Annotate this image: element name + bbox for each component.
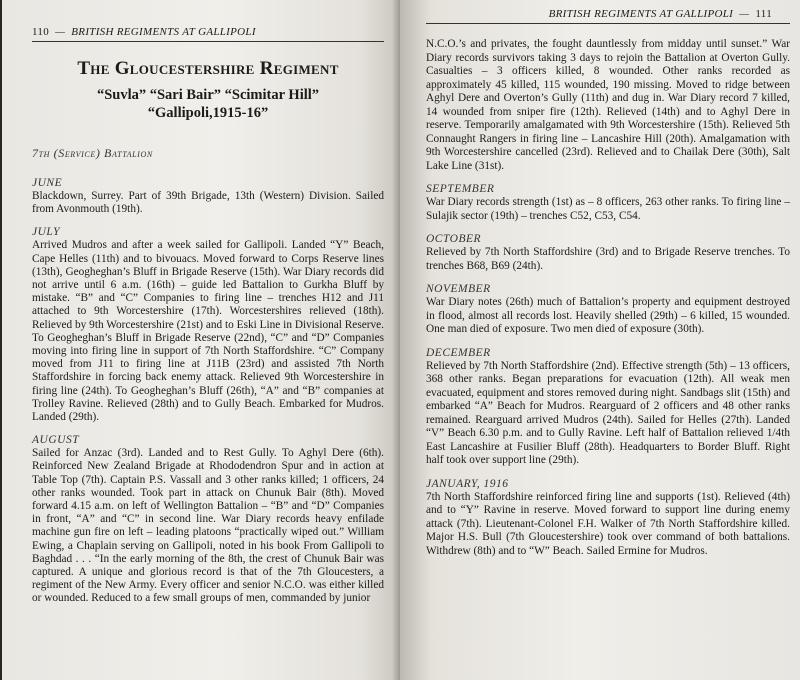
month-heading: DECEMBER [426,346,491,359]
battle-honours [62,86,354,122]
diary-paragraph: War Diary records strength (1st) as – 8 officers, 263 other ranks. To firing line – Sulajik sector (19th) – trenches C52, C53, C54. [426,196,790,222]
diary-paragraph: Relieved by 7th North Staffordshire (3rd) and to Brigade Reserve trenches. To trenches B68, B69 (24th). [426,246,790,272]
left-running-head: 110 — BRITISH REGIMENTS AT GALLIPOLI [32,26,384,42]
month-heading: JUNE [32,177,63,189]
diary-paragraph: Blackdown, Surrey. Part of 39th Brigade, 13th (Western) Division. Sailed from Avonmouth (19th). [32,190,384,216]
battle-honours-line: “Suvla” “Sari Bair” “Scimitar Hill” [96,87,320,103]
month-heading: NOVEMBER [426,283,491,295]
diary-paragraph: Arrived Mudros and after a week sailed for Gallipoli. Landed “Y” Beach, Cape Helles (11th) and to bivouacs. Moved forward to Corps Reserve lines (13th), Geogheghan’s Bluff in Brigade Reserve (15th). War Diary records did not arrive until 6 a.m. (16th) – guide led Battalion to Gurkha Bluff by mistake. “B” and “C” Companies to firing line – trenches H12 and J11 attached to 9th Worcestershire (17th). Worcestershires relieved (18th). Relieved by 9th Worcestershire (21st) and to Eski Line in Divisional Reserve. To Geogheghan’s Bluff in Brigade Reserve (22nd), “C” and “D” Companies moving into firing line in support of 7th North Staffordshire. “C” Company moved from J11 to firing line at J11B (23rd) and assisted 7th North Staffordshire in forcing back enemy attack. Relieved 9th Worcestershire in firing line (24th). To Geogheghan’s Bluff (26th), “A” and “B” companies at Trolley Ravine. Relieved (28th) and to Gully Beach. Embarked for Mudros. Landed (29th). [32,239,384,424]
right-running-head-title: BRITISH REGIMENTS AT GALLIPOLI [548,8,734,20]
chapter-title: The Gloucestershire Regiment [77,58,339,79]
month-heading: JANUARY, 1916 [426,477,509,490]
left-page-number: 110 [32,26,49,38]
month-heading: JULY [32,226,60,239]
month-heading: SEPTEMBER [426,183,495,195]
diary-paragraph: Relieved by 7th North Staffordshire (2nd). Effective strength (5th) – 13 officers, 368 other ranks. Began preparations for evacuation (12th). All weak men evacuated, equipment and stores removed during night. Sandbags slit (15th) and embarked “A” Beach for Mudros. Rearguard of 2 officers and 48 other ranks remained. Rearguard arrived Mudros (24th). Sailed for Helles (27th). Landed “V” Beach 6.30 p.m. and to Gully Ravine. Left half of Battalion relieved 1/4th East Lancashire at Fusilier Bluff (28th). Headquarters to Border Bluff. Right half took over support line (29th). [426,359,790,466]
month-heading: OCTOBER [426,233,482,245]
month-heading: AUGUST [32,434,80,447]
right-running-head: BRITISH REGIMENTS AT GALLIPOLI — 111 [426,8,790,24]
right-page [400,0,800,680]
continuation-paragraph: N.C.O.’s and privates, the fought dauntlessly from midday until sunset.” War Diary records survivors taking 3 days to rejoin the Battalion at Overton Gully. Casualties – 3 officers killed, 8 wounded. Other ranks recorded as approximately 45 killed, 115 wounded, 190 missing. Moved to ridge between Aghyl Dere and Overton’s Gully (11th) and dug in. War Diary record 7 killed, 14 wounded from sniper fire (12th). Relieved (14th) and to Aghyl Dere in reserve. Temporarily amalgamated with 9th Worcestershire (15th). Relieved 5th Connaught Rangers in firing line – Lancashire Hill (20th). Amalgamation with 9th Worcestershire cancelled (23rd). Relieved and to Chailak Dere (30th), Salt Lake Line (31st). [426,38,790,172]
diary-paragraph: 7th North Staffordshire reinforced firing line and supports (1st). Relieved (4th) and to “Y” Ravine in reserve. Moved forward to support line during enemy attack (7th). Lieutenant-Colonel F.H. Walker of 7th North Staffordshire killed. Major H.S. Bull (7th Gloucestershire) took over command of both battalions. Withdrew (8th) and to “W” Beach. Sailed Ermine for Mudros. [426,490,790,557]
diary-paragraph: Sailed for Anzac (3rd). Landed and to Rest Gully. To Aghyl Dere (6th). Reinforced New Zealand Brigade at Rhododendron Spur and in action at Table Top (7th). Captain P.S. Vassall and 3 other ranks killed; 1 officers, 24 other ranks wounded. Took part in attack on Chunuk Bair (8th). Moved forward 4.15 a.m. on left of Wellington Battalion – “B” and “D” Companies in front, “A” and “C” in second line. War Diary records heavy enfilade machine gun fire on left – leading platoons “practically wiped out.” William Ewing, a Chaplain serving on Gallipoli, noted in his book From Gallipoli to Baghdad . . . “In the early morning of the 8th, the crest of Chunuk Bair was captured. A unique and glorious record is that of the 7th Gloucesters, a regiment of the New Army. Every officer and senior N.C.O. was either killed or wounded. Reduced to a few small groups of men, commanded by junior [32,447,384,605]
left-running-head-title: BRITISH REGIMENTS AT GALLIPOLI [71,26,256,38]
battle-honours-line: “Gallipoli,1915-16” [147,105,269,121]
diary-paragraph: War Diary notes (26th) much of Battalion’s property and equipment destroyed in flood, almost all records lost. Heavily shelled (29th) – 6 killed, 15 wounded. One man died of exposure. Two men died of exposure (30th). [426,296,790,335]
left-page [2,0,400,680]
battalion-heading: 7th (Service) Battalion [32,146,153,160]
right-page-number: 111 [755,8,772,20]
